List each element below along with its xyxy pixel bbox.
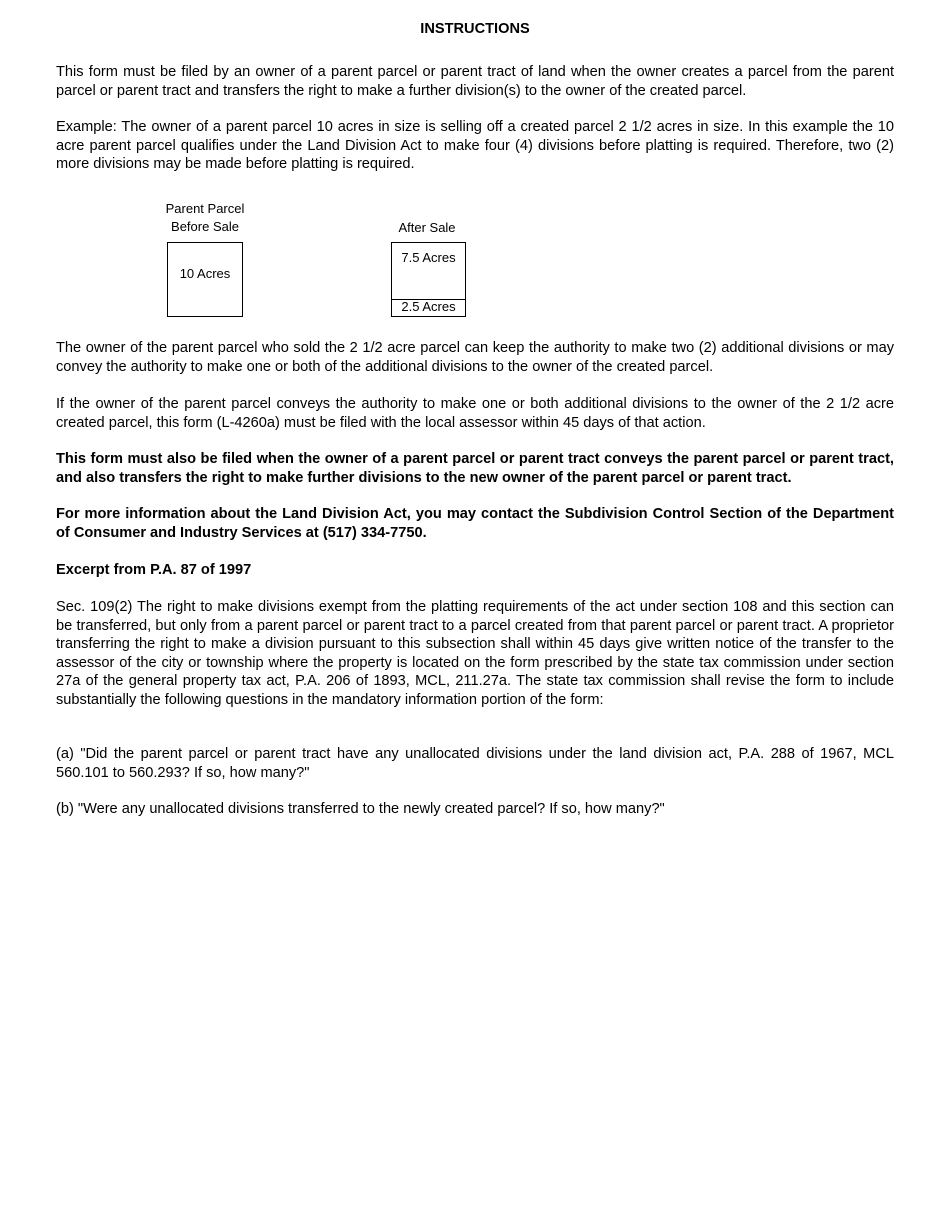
page-title: INSTRUCTIONS xyxy=(420,21,530,37)
after-sale-box xyxy=(391,242,466,317)
before-caption-line1: Parent Parcel xyxy=(165,201,245,216)
before-caption-line2: Before Sale xyxy=(171,219,239,234)
parcel-diagram xyxy=(56,200,894,320)
intro-paragraph: This form must be filed by an owner of a parent parcel or parent tract of land when the owner creates a parcel from the parent parcel or parent tract and transfers the right to make a further division(s) to the owner of the created parcel. xyxy=(56,64,894,99)
contact-paragraph: For more information about the Land Division Act, you may contact the Subdivision Control Section of the Department of Consumer and Industry Services at (517) 334-7750. xyxy=(56,506,894,541)
also-filed-paragraph: This form must also be filed when the owner of a parent parcel or parent tract conveys the parent parcel or parent tract, and also transfers the right to make further divisions to the new owner of the parent parcel or parent tract. xyxy=(56,451,894,486)
excerpt-paragraph: Sec. 109(2) The right to make divisions exempt from the platting requirements of the act under section 108 and this section can be transferred, but only from a parent parcel or parent tract to a parcel created from that parent parcel or parent tract. A proprietor transferring the right to make a division pursuant to this subsection shall within 45 days give written notice of the transfer to the assessor of the city or township where the property is located on the form prescribed by the state tax commission under section 27a of the general property tax act, P.A. 206 of 1893, MCL, 211.27a. The state tax commission shall revise the form to include substantially the following questions in the mandatory information portion of the form: xyxy=(56,599,894,708)
after-sale-caption: After Sale xyxy=(398,220,456,235)
example-paragraph: Example: The owner of a parent parcel 10 acres in size is selling off a created parcel 2 1/2 acres in size. In this example the 10 acre parent parcel qualifies under the Land Division Act to make four (4) divisions before platting is required. Therefore, two (2) more divisions may be made before platting is required. xyxy=(56,119,894,172)
excerpt-heading: Excerpt from P.A. 87 of 1997 xyxy=(56,562,252,578)
before-sale-caption xyxy=(144,200,266,236)
created-parcel-label: 2.5 Acres xyxy=(401,299,456,314)
question-b: (b) "Were any unallocated divisions transferred to the newly created parcel? If so, how many?" xyxy=(56,801,665,817)
remaining-parcel-label: 7.5 Acres xyxy=(401,250,456,265)
question-a: (a) "Did the parent parcel or parent tract have any unallocated divisions under the land division act, P.A. 288 of 1967, MCL 560.101 to 560.293? If so, how many?" xyxy=(56,746,894,781)
parent-parcel-box xyxy=(167,242,243,317)
authority-paragraph: The owner of the parent parcel who sold the 2 1/2 acre parcel can keep the authority to make two (2) additional divisions or may convey the authority to make one or both of the additional divisions to the owner of the created parcel. xyxy=(56,340,894,375)
conveyance-paragraph: If the owner of the parent parcel conveys the authority to make one or both additional divisions to the owner of the 2 1/2 acre created parcel, this form (L-4260a) must be filed with the local assessor within 45 days of that action. xyxy=(56,396,894,431)
parent-parcel-label: 10 Acres xyxy=(179,266,231,281)
